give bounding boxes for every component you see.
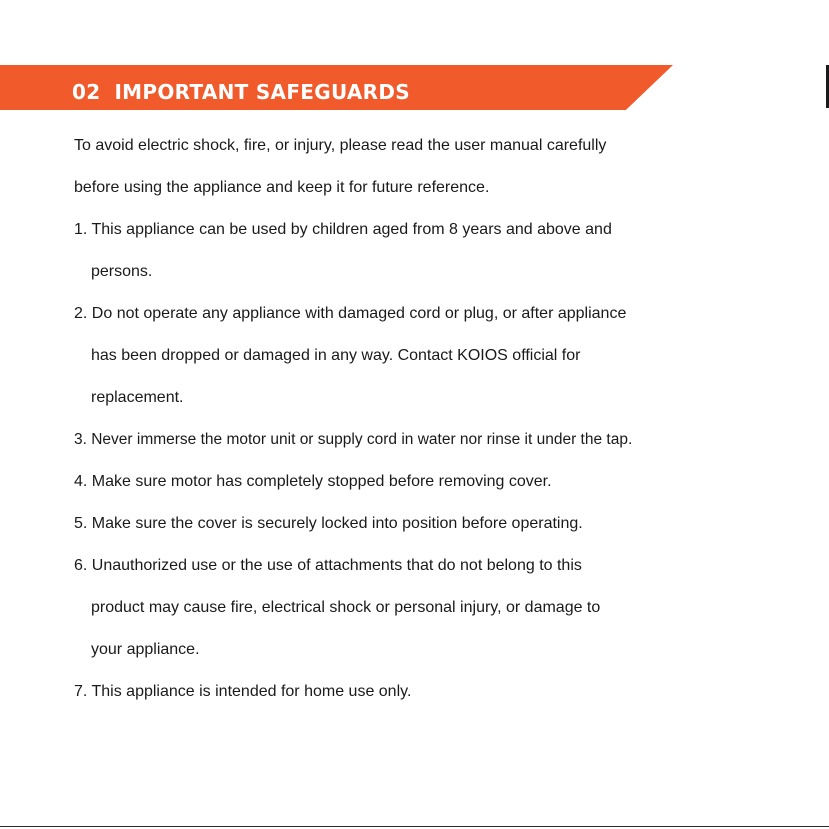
section-title: IMPORTANT SAFEGUARDS <box>114 80 410 104</box>
safeguard-item-1: 1. This appliance can be used by children aged from 8 years and above and <box>74 221 612 238</box>
bottom-divider <box>0 826 829 827</box>
section-heading <box>72 78 410 106</box>
safeguard-item-2: 2. Do not operate any appliance with damaged cord or plug, or after appliance <box>74 305 627 322</box>
safeguard-item-2-cont-1: has been dropped or damaged in any way. Contact KOIOS official for <box>91 347 581 364</box>
safeguard-item-7: 7. This appliance is intended for home use only. <box>74 683 412 700</box>
safeguard-item-4: 4. Make sure motor has completely stopped before removing cover. <box>74 473 552 490</box>
intro-line-2: before using the appliance and keep it for future reference. <box>74 179 490 196</box>
section-number: 02 <box>72 80 101 104</box>
safeguard-item-6: 6. Unauthorized use or the use of attachments that do not belong to this <box>74 557 582 574</box>
safeguard-item-1-cont: persons. <box>91 263 153 280</box>
safeguard-item-3: 3. Never immerse the motor unit or supply cord in water nor rinse it under the tap. <box>74 431 633 448</box>
safeguard-item-6-cont-2: your appliance. <box>91 641 200 658</box>
intro-line-1: To avoid electric shock, fire, or injury, please read the user manual carefully <box>74 137 607 154</box>
safeguard-item-6-cont-1: product may cause fire, electrical shock or personal injury, or damage to <box>91 599 601 616</box>
safeguard-item-2-cont-2: replacement. <box>91 389 184 406</box>
safeguard-item-5: 5. Make sure the cover is securely locked into position before operating. <box>74 515 583 532</box>
